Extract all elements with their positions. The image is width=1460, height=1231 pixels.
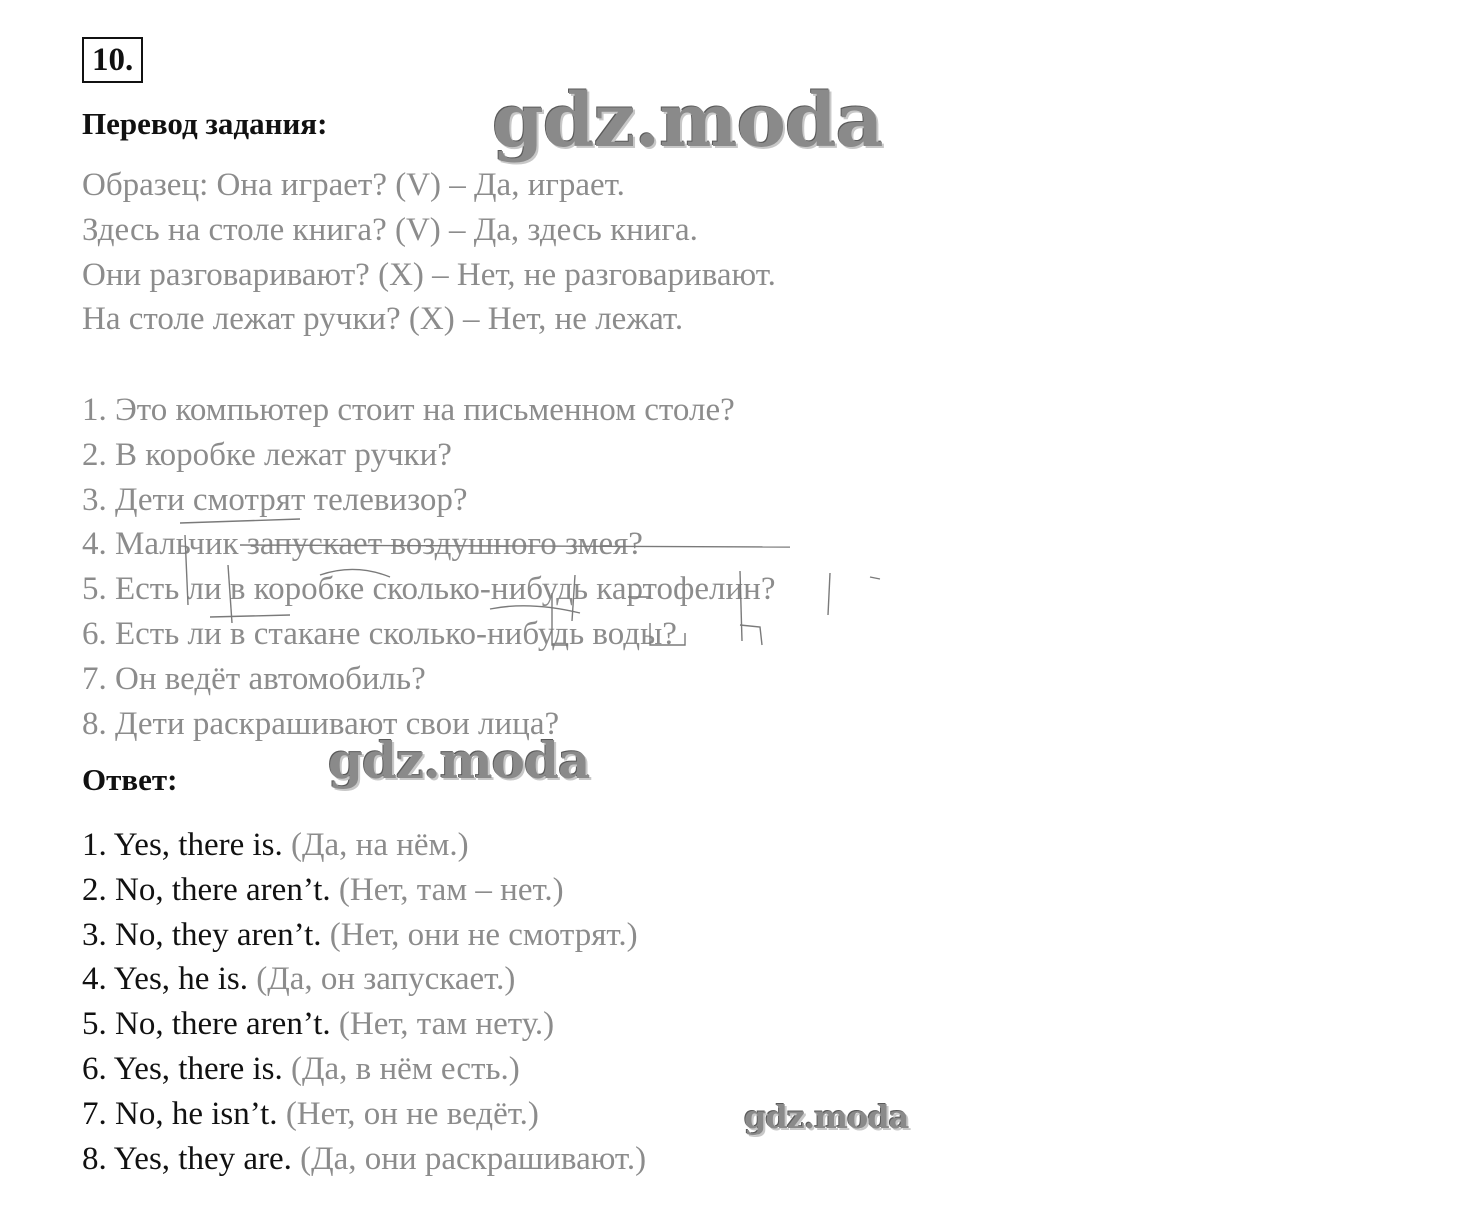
answer-item	[82, 868, 646, 913]
task-number: 10.	[82, 37, 143, 83]
question-item: 2. В коробке лежат ручки?	[82, 436, 452, 473]
answer-russian: (Да, они раскрашивают.)	[300, 1140, 647, 1177]
question-item: 8. Дети раскрашивают свои лица?	[82, 705, 560, 742]
scribble-overlay	[180, 505, 920, 665]
answer-item	[82, 913, 646, 958]
answer-russian: (Да, в нём есть.)	[291, 1050, 520, 1087]
sample-block	[82, 163, 776, 342]
answer-english: 4. Yes, he is.	[82, 961, 248, 998]
sample-line: Они разговаривают? (X) – Нет, не разговаривают.	[82, 256, 776, 293]
answer-russian: (Да, на нём.)	[291, 827, 469, 863]
answer-russian: (Нет, они не смотрят.)	[329, 916, 638, 953]
question-item: 3. Дети смотрят телевизор?	[82, 481, 468, 518]
answer-russian: (Нет, он не ведёт.)	[285, 1095, 539, 1132]
sample-line: На столе лежат ручки? (X) – Нет, не лежат.	[82, 301, 684, 338]
question-item: 6. Есть ли в стакане сколько-нибудь воды?	[82, 615, 677, 652]
answer-item	[82, 823, 646, 868]
answer-heading: Ответ:	[82, 762, 178, 797]
watermark-logo: gdz.moda	[744, 1098, 909, 1136]
answer-item	[82, 1002, 646, 1047]
sample-line: Образец: Она играет? (V) – Да, играет.	[82, 167, 625, 203]
answer-english: 5. No, there aren’t.	[82, 1006, 331, 1043]
watermark-logo: gdz.moda	[492, 78, 883, 164]
answer-english: 2. No, there aren’t.	[82, 871, 331, 908]
answer-list	[82, 823, 646, 1181]
question-item: 5. Есть ли в коробке сколько-нибудь картофелин?	[82, 571, 776, 608]
answer-russian: (Нет, там – нет.)	[338, 871, 564, 908]
answer-russian: (Нет, там нету.)	[338, 1006, 555, 1043]
translation-heading: Перевод задания:	[82, 106, 328, 141]
question-item: 4. Мальчик запускает воздушного змея?	[82, 526, 643, 563]
answer-item	[82, 1047, 646, 1092]
answer-item	[82, 1092, 646, 1137]
watermark-logo: gdz.moda	[328, 731, 590, 790]
answer-russian: (Да, он запускает.)	[256, 961, 516, 998]
sample-line: Здесь на столе книга? (V) – Да, здесь книга.	[82, 211, 698, 248]
answer-english: 1. Yes, there is.	[82, 827, 283, 863]
question-item: 7. Он ведёт автомобиль?	[82, 660, 426, 697]
answer-english: 3. No, they aren’t.	[82, 916, 322, 953]
answer-item	[82, 957, 646, 1002]
answer-english: 7. No, he isn’t.	[82, 1095, 278, 1132]
answer-item	[82, 1137, 646, 1182]
answer-english: 8. Yes, they are.	[82, 1140, 292, 1177]
answer-english: 6. Yes, there is.	[82, 1050, 283, 1087]
question-item: 1. Это компьютер стоит на письменном столе?	[82, 392, 735, 428]
